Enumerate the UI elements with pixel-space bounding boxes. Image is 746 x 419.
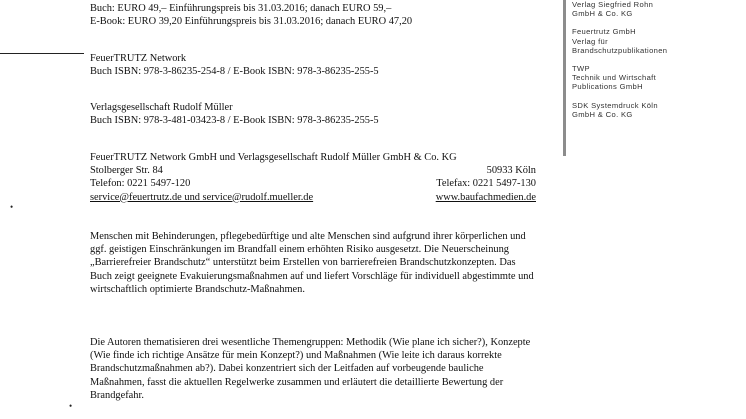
sidebar-line: Feuertrutz GmbH (572, 27, 636, 37)
contact-phone: Telefon: 0221 5497-120 (90, 178, 191, 190)
bullet-marker: • (10, 202, 14, 212)
paragraph-topics: Die Autoren thematisieren drei wesentliche Themengruppen: Methodik (Wie plane ich sicher?), Konzepte (Wie finde ich richtige Ansätze für mein Konzept?) und Maßnahmen (Wie leite ich daraus korrekte Brandschutzmaßnahmen ab?). Dabei konzentriert sich der Leitfaden auf vorbeugende bauliche Maßnahmen, fasst die aktuellen Regelwerke zusammen und erläutert die detaillierte Bewertung der Brandgefahr. (90, 337, 531, 401)
sidebar-group (572, 27, 692, 55)
pricing-block (90, 2, 534, 28)
bullet-marker: • (69, 401, 73, 411)
contact-company: FeuerTRUTZ Network GmbH und Verlagsgesellschaft Rudolf Müller GmbH & Co. KG (90, 152, 457, 163)
publisher-2-name: Verlagsgesellschaft Rudolf Müller (90, 102, 233, 113)
contact-block (90, 151, 536, 204)
contact-fax: Telefax: 0221 5497-130 (436, 178, 536, 190)
publisher-2 (90, 101, 534, 127)
paragraph-description: Menschen mit Behinderungen, pflegebedürftige und alte Menschen sind aufgrund ihrer körperlichen und ggf. geistigen Einschränkungen im Brandfall einem erhöhten Risiko ausgesetzt. Die Neuerscheinung „Barrierefreier Brandschutz“ unterstützt beim Erstellen von barrierefreien Brandschutzkonzepten. Das Buch zeigt geeignete Evakuierungsmaßnahmen auf und liefert Vorschläge für individuell abgestimmte und wirtschaftlich optimierte Brandschutz-Maßnahmen. (90, 231, 534, 295)
publisher-2-isbn: Buch ISBN: 978-3-481-03423-8 / E-Book ISBN: 978-3-86235-255-5 (90, 115, 379, 127)
sidebar-line: SDK Systemdruck Köln (572, 100, 658, 110)
publisher-1-isbn: Buch ISBN: 978-3-86235-254-8 / E-Book ISBN: 978-3-86235-255-5 (90, 66, 379, 78)
publisher-1 (90, 52, 534, 78)
sidebar-line: GmbH & Co. KG (572, 109, 633, 119)
sidebar-group (572, 0, 692, 18)
sidebar-line: Verlag Siegfried Rohn (572, 0, 654, 9)
website-link[interactable]: www.baufachmedien.de (435, 191, 536, 203)
pricing-ebook: E-Book: EURO 39,20 Einführungspreis bis 31.03.2016; danach EURO 47,20 (90, 16, 413, 28)
contact-email-link[interactable]: service@feuertrutz.de und service@rudolf.mueller.de (90, 191, 314, 203)
sidebar-group (572, 101, 692, 119)
sidebar-line: Verlag für (572, 36, 609, 46)
sidebar-line: Technik und Wirtschaft (572, 73, 657, 83)
sidebar-line: GmbH & Co. KG (572, 9, 633, 19)
horizontal-rule (0, 53, 84, 54)
publisher-1-name: FeuerTRUTZ Network (90, 53, 187, 64)
sidebar-group (572, 64, 692, 92)
sidebar-line: TWP (572, 64, 590, 74)
contact-street: Stolberger Str. 84 (90, 165, 163, 177)
sidebar-publisher-list (563, 0, 692, 156)
sidebar-line: Brandschutzpublikationen (572, 45, 668, 55)
pricing-book: Buch: EURO 49,– Einführungspreis bis 31.03.2016; danach EURO 59,– (90, 3, 392, 14)
contact-city: 50933 Köln (486, 165, 536, 177)
sidebar-line: Publications GmbH (572, 82, 643, 92)
